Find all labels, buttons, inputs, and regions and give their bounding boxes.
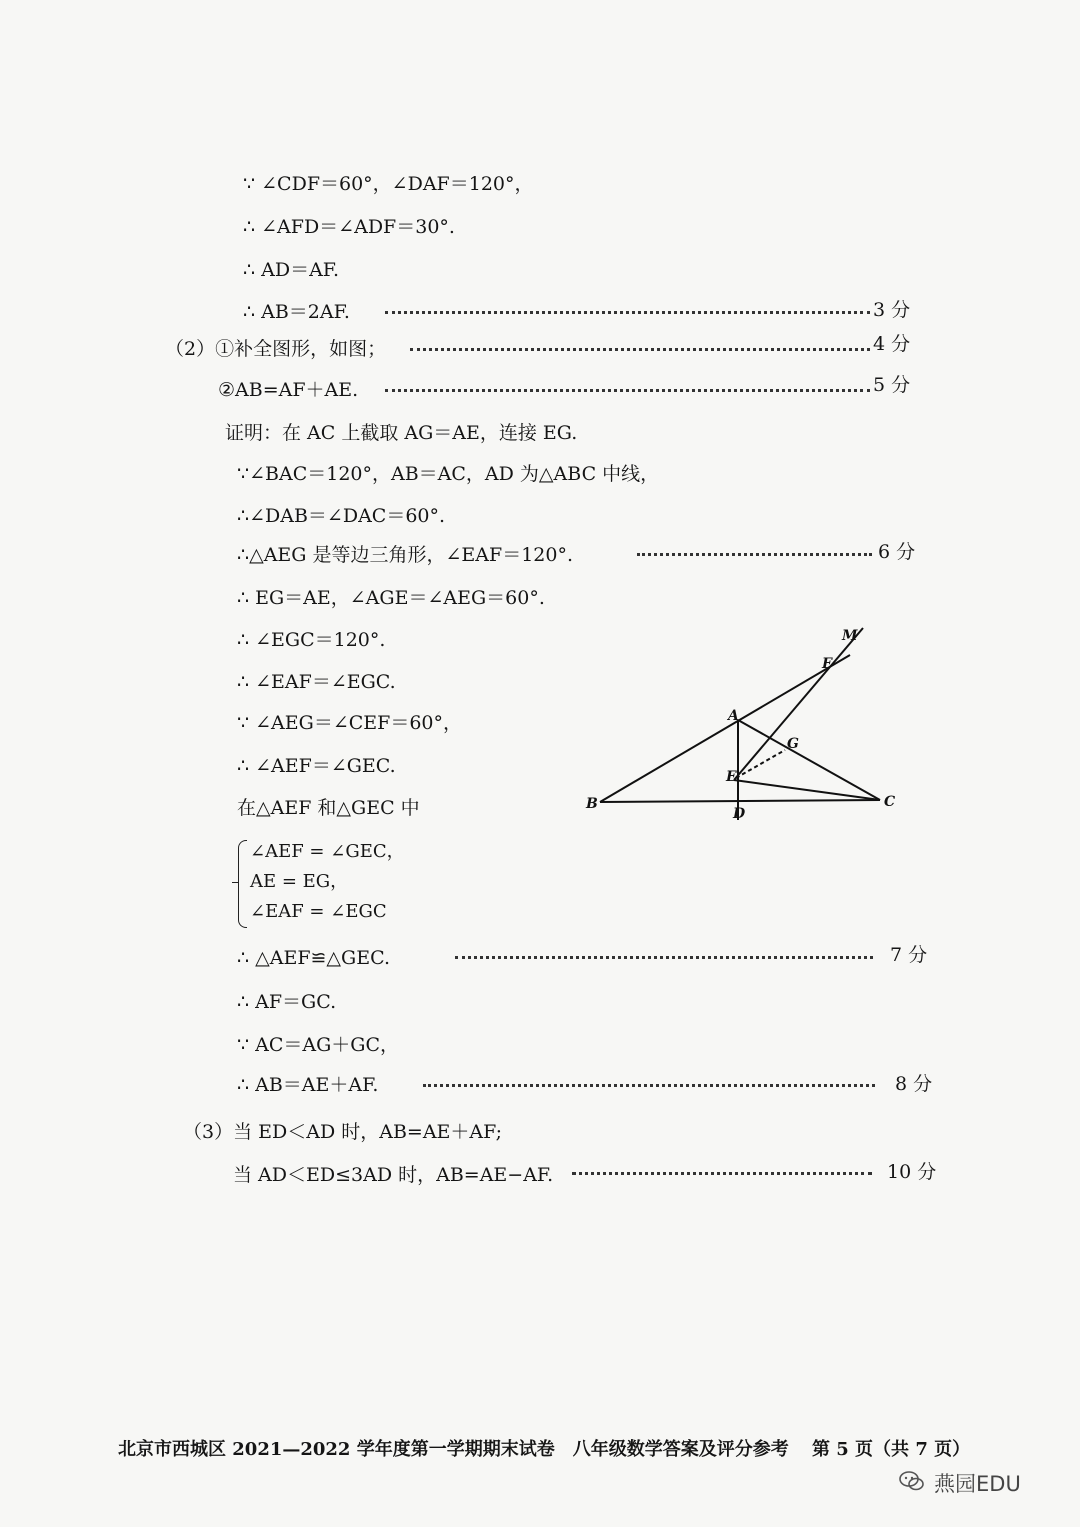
score-label: 3 分 [873, 299, 911, 321]
line-ef [734, 628, 863, 780]
dot-leader [385, 311, 870, 314]
system-line: ∠EAF = ∠EGC [250, 901, 387, 922]
footer-title: 北京市西城区 2021—2022 学年度第一学期期末试卷 八年级数学答案及评分参考 [118, 1439, 789, 1460]
footer-page: 第 5 页（共 7 页） [812, 1439, 971, 1460]
label-e: E [726, 769, 737, 785]
score-label: 10 分 [887, 1161, 937, 1183]
system-brace [238, 840, 247, 928]
proof-line: ∵ AC＝AG＋GC， [237, 1034, 400, 1056]
part-2-heading: （2）①补全图形，如图； [165, 338, 387, 360]
label-c: C [884, 794, 896, 810]
geometry-figure [580, 620, 896, 830]
proof-line: ∴ EG＝AE，∠AGE＝∠AEG＝60°. [237, 587, 545, 609]
segment-eg [736, 750, 785, 778]
wechat-icon [898, 1470, 926, 1492]
dot-leader [423, 1084, 875, 1087]
proof-line: ∴ ∠EGC＝120°. [237, 629, 386, 651]
proof-line: ∵ ∠CDF＝60°，∠DAF＝120°， [243, 173, 534, 195]
proof-line: ∵∠BAC＝120°，AB＝AC，AD 为△ABC 中线， [237, 463, 660, 485]
score-label: 7 分 [890, 944, 928, 966]
system-line: ∠AEF = ∠GEC， [250, 841, 405, 862]
score-label: 6 分 [878, 541, 916, 563]
label-g: G [787, 736, 799, 752]
proof-line: ∴∠DAB＝∠DAC＝60°. [237, 505, 446, 527]
watermark-text: 燕园EDU [934, 1472, 1021, 1496]
line-bm [600, 655, 850, 802]
system-line: AE = EG， [250, 871, 349, 892]
part-3-heading: （3）当 ED＜AD 时，AB=AE＋AF; [183, 1121, 503, 1143]
system-brace-tip [232, 882, 239, 883]
segment-ec [734, 780, 880, 800]
proof-line: ∴ AB＝AE＋AF. [237, 1074, 379, 1096]
score-label: 4 分 [873, 333, 911, 355]
proof-line: 当 AD＜ED≤3AD 时，AB=AE−AF. [233, 1164, 554, 1186]
label-a: A [728, 708, 739, 724]
dot-leader [455, 956, 873, 959]
label-f: F [822, 656, 832, 672]
dot-leader [572, 1172, 872, 1175]
proof-line: ∴ AB＝2AF. [243, 301, 350, 323]
dot-leader [385, 389, 870, 392]
label-d: D [733, 806, 746, 822]
proof-line: ∴ △AEF≌△GEC. [237, 947, 390, 969]
proof-line: ∴ ∠AEF＝∠GEC. [237, 755, 396, 777]
segment-ac [738, 720, 880, 800]
proof-line: 在△AEF 和△GEC 中 [237, 797, 420, 819]
proof-line: ②AB=AF＋AE. [218, 379, 359, 401]
segment-bc [600, 800, 880, 802]
dot-leader [410, 348, 870, 351]
proof-line: ∴△AEG 是等边三角形，∠EAF＝120°. [237, 544, 574, 566]
dot-leader [637, 553, 872, 556]
label-m: M [842, 628, 858, 644]
score-label: 8 分 [895, 1073, 933, 1095]
proof-line: ∴ AF＝GC. [237, 991, 337, 1013]
label-b: B [586, 796, 598, 812]
proof-line: 证明：在 AC 上截取 AG＝AE，连接 EG. [225, 422, 578, 444]
proof-line: ∴ ∠AFD＝∠ADF＝30°. [243, 216, 455, 238]
proof-line: ∴ ∠EAF＝∠EGC. [237, 671, 396, 693]
proof-line: ∴ AD＝AF. [243, 259, 340, 281]
proof-line: ∵ ∠AEG＝∠CEF＝60°， [237, 712, 463, 734]
score-label: 5 分 [873, 374, 911, 396]
